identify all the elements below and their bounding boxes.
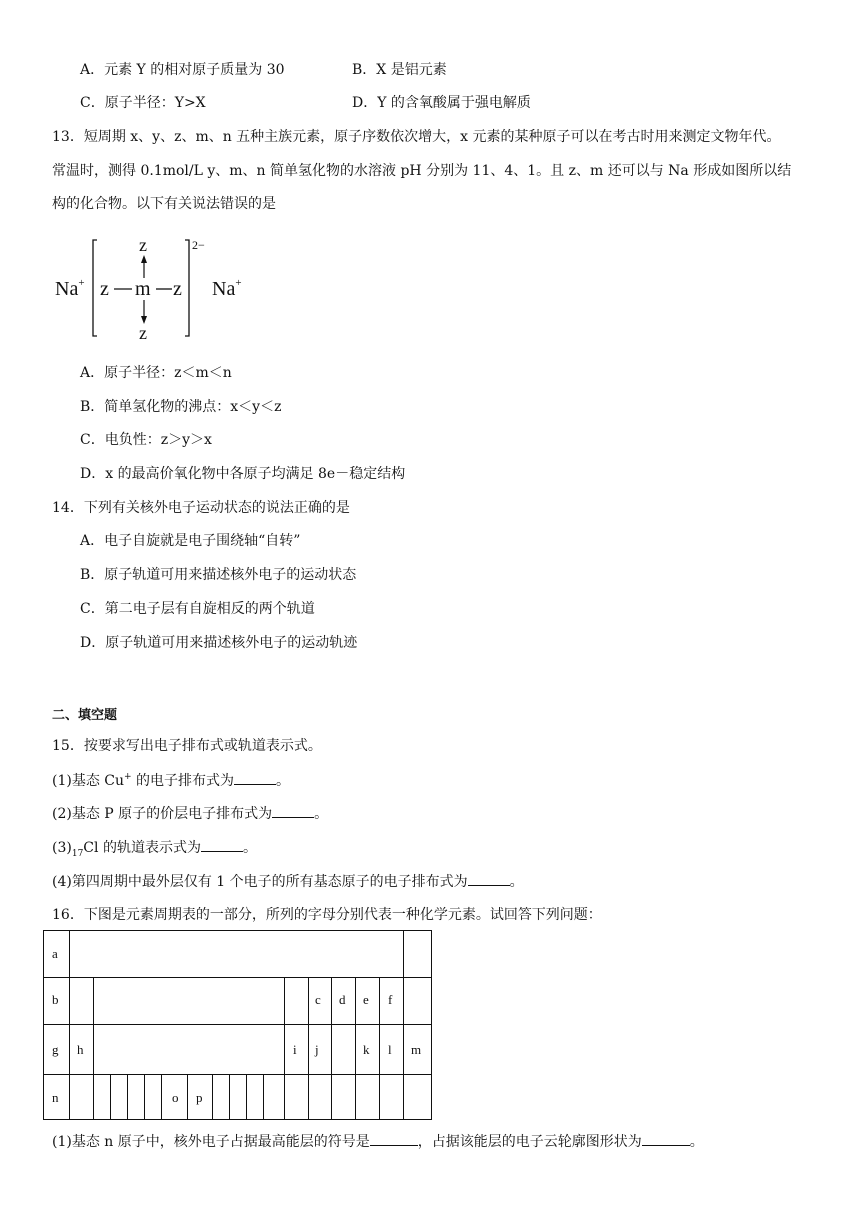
- q14-option-a: A．电子自旋就是电子围绕轴“自转”: [80, 533, 301, 549]
- ligand-left: z: [100, 278, 109, 300]
- element-o: o: [172, 1090, 179, 1105]
- sodium-cation-left: Na+: [55, 277, 85, 300]
- answer-blank[interactable]: [201, 837, 243, 852]
- q13-structure-figure: [52, 232, 262, 348]
- answer-blank[interactable]: [234, 770, 276, 785]
- q12-option-c: C．原子半径：Y>X: [80, 95, 206, 111]
- element-d: d: [339, 992, 346, 1007]
- q14-stem: 14．下列有关核外电子运动状态的说法正确的是: [52, 500, 350, 516]
- ligand-bottom: z: [139, 323, 147, 343]
- q15-part2: (2)基态 P 原子的价层电子排布式为 。: [52, 803, 328, 824]
- q15-part4: (4)第四周期中最外层仅有 1 个电子的所有基态原子的电子排布式为 。: [52, 871, 524, 892]
- q16-stem: 16．下图是元素周期表的一部分，所列的字母分别代表一种化学元素。试回答下列问题：: [52, 907, 602, 923]
- q12-option-d: D．Y 的含氧酸属于强电解质: [352, 95, 531, 111]
- q14-option-b: B．原子轨道可用来描述核外电子的运动状态: [80, 567, 357, 583]
- element-c: c: [315, 992, 321, 1007]
- answer-blank[interactable]: [272, 803, 314, 818]
- section-title: 二、填空题: [52, 708, 118, 723]
- element-b: b: [52, 992, 59, 1007]
- answer-blank[interactable]: [468, 871, 510, 886]
- q13-stem-line1: 13．短周期 x、y、z、m、n 五种主族元素，原子序数依次增大，x 元素的某种原子可以在考古时用来测定文物年代。: [52, 129, 781, 145]
- q13-stem-line3: 构的化合物。以下有关说法错误的是: [52, 196, 276, 212]
- answer-blank[interactable]: [370, 1131, 418, 1146]
- periodic-table-fragment: [43, 930, 432, 1121]
- element-h: h: [77, 1042, 84, 1057]
- element-n: n: [52, 1090, 59, 1105]
- element-e: e: [363, 992, 369, 1007]
- element-a: a: [52, 946, 58, 961]
- q13-option-c: C．电负性：z＞y＞x: [80, 432, 212, 448]
- center-atom: m: [135, 278, 151, 300]
- q15-part1: (1)基态 Cu+ 的电子排布式为 。: [52, 772, 291, 789]
- q13-option-b: B．简单氢化物的沸点：x＜y＜z: [80, 399, 282, 415]
- q12-option-a: A．元素 Y 的相对原子质量为 30: [80, 62, 285, 78]
- q12-option-b: B．X 是铝元素: [352, 62, 447, 78]
- q15-stem: 15．按要求写出电子排布式或轨道表示式。: [52, 738, 322, 754]
- element-i: i: [293, 1042, 297, 1057]
- q13-option-a: A．原子半径：z＜m＜n: [80, 365, 232, 381]
- q14-option-d: D．原子轨道可用来描述核外电子的运动轨迹: [80, 635, 358, 651]
- element-l: l: [388, 1042, 392, 1057]
- sodium-cation-right: Na+: [212, 277, 242, 300]
- element-k: k: [363, 1042, 370, 1057]
- ligand-right: z: [173, 278, 182, 300]
- anion-charge: 2−: [192, 238, 205, 252]
- element-p: p: [196, 1090, 203, 1105]
- element-j: j: [315, 1042, 319, 1057]
- element-m: m: [411, 1042, 422, 1057]
- ligand-top: z: [139, 235, 147, 255]
- q13-option-d: D．x 的最高价氧化物中各原子均满足 8e－稳定结构: [80, 466, 406, 482]
- q16-sub1: (1)基态 n 原子中，核外电子占据最高能层的符号是 ，占据该能层的电子云轮廓图形状为 。: [52, 1131, 704, 1152]
- q15-part3: $(3)_{17}Cl$ 的轨道表示式为 。: [52, 837, 257, 860]
- element-g: g: [52, 1042, 59, 1057]
- periodic-table-grid: [43, 930, 432, 1121]
- q13-stem-line2: 常温时，测得 0.1mol/L y、m、n 简单氢化物的水溶液 pH 分别为 11、4、1。且 z、m 还可以与 Na 形成如图所以结: [52, 163, 792, 179]
- answer-blank[interactable]: [642, 1131, 690, 1146]
- q14-option-c: C．第二电子层有自旋相反的两个轨道: [80, 601, 315, 617]
- element-f: f: [388, 992, 393, 1007]
